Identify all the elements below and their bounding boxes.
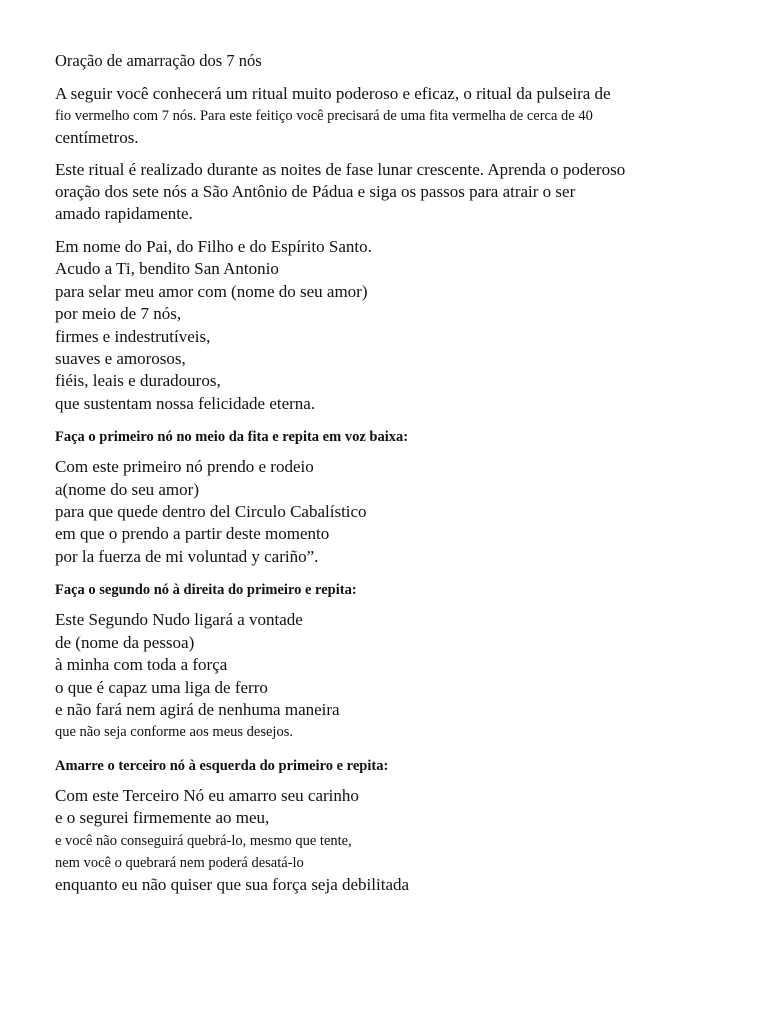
prayer-line: Em nome do Pai, do Filho e do Espírito Santo. <box>55 237 372 256</box>
prayer-line: Acudo a Ti, bendito San Antonio <box>55 259 279 279</box>
knot1-line: Com este primeiro nó prendo e rodeio <box>55 457 314 477</box>
intro-line: A seguir você conhecerá um ritual muito poderoso e eficaz, o ritual da pulseira de <box>55 84 611 103</box>
knot3-line: enquanto eu não quiser que sua força seja debilitada <box>55 875 410 895</box>
intro-paragraph <box>55 83 735 149</box>
prayer-verse <box>55 236 735 415</box>
knot2-line: e não fará nem agirá de nenhuma maneira <box>55 699 340 719</box>
knot3-line: nem você o quebrará nem poderá desatá-lo <box>55 854 304 871</box>
knot2-line: o que é capaz uma liga de ferro <box>55 677 268 697</box>
description-line: oração dos sete nós a São Antônio de Pádua e siga os passos para atrair o ser <box>55 182 576 201</box>
knot3-line: e você não conseguirá quebrá-lo, mesmo que tente, <box>55 832 352 849</box>
knot2-line: Este Segundo Nudo ligará a vontade <box>55 610 303 630</box>
document-title: Oração de amarração dos 7 nós <box>55 51 262 70</box>
instruction-third-knot: Amarre o terceiro nó à esquerda do primeiro e repita: <box>55 757 389 774</box>
description-paragraph <box>55 159 735 225</box>
knot1-line: para que quede dentro del Circulo Cabalístico <box>55 502 367 522</box>
third-knot-verse <box>55 785 735 897</box>
knot3-line: e o segurei firmemente ao meu, <box>55 808 270 828</box>
second-knot-verse <box>55 609 735 743</box>
knot1-line: por la fuerza de mi voluntad y cariño”. <box>55 546 319 566</box>
prayer-line: fiéis, leais e duradouros, <box>55 371 221 391</box>
prayer-line: suaves e amorosos, <box>55 349 186 369</box>
knot1-line: a(nome do seu amor) <box>55 479 199 499</box>
description-line: amado rapidamente. <box>55 204 193 223</box>
intro-line: centímetros. <box>55 128 139 147</box>
prayer-line: firmes e indestrutíveis, <box>55 326 211 346</box>
knot2-line: à minha com toda a força <box>55 655 228 675</box>
knot3-line: Com este Terceiro Nó eu amarro seu carinho <box>55 785 359 805</box>
prayer-line: que sustentam nossa felicidade eterna. <box>55 393 316 413</box>
instruction-second-knot: Faça o segundo nó à direita do primeiro e repita: <box>55 582 357 599</box>
document-page <box>55 49 735 909</box>
prayer-line: por meio de 7 nós, <box>55 304 182 324</box>
first-knot-verse <box>55 456 735 568</box>
description-line: Este ritual é realizado durante as noites de fase lunar crescente. Aprenda o poderoso <box>55 160 626 179</box>
knot2-line: de (nome da pessoa) <box>55 632 195 652</box>
knot1-line: em que o prendo a partir deste momento <box>55 524 330 544</box>
instruction-first-knot: Faça o primeiro nó no meio da fita e repita em voz baixa: <box>55 429 409 446</box>
knot2-line: que não seja conforme aos meus desejos. <box>55 724 293 741</box>
intro-line: fio vermelho com 7 nós. Para este feitiço você precisará de uma fita vermelha de cerca de 40 <box>55 108 593 124</box>
prayer-line: para selar meu amor com (nome do seu amor) <box>55 281 368 301</box>
